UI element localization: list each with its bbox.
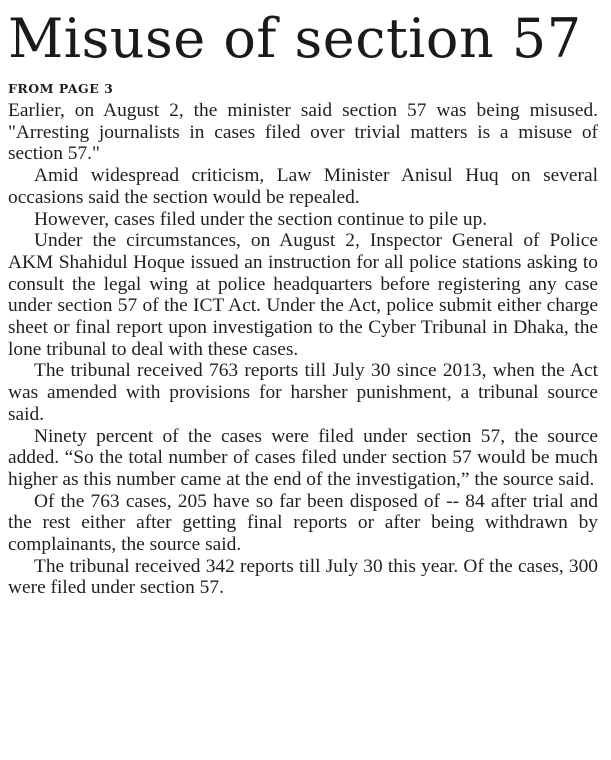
paragraph: Amid widespread criticism, Law Minister Anisul Huq on several occasions said the section would be repealed. [8, 165, 598, 208]
paragraph: Earlier, on August 2, the minister said section 57 was being misused. "Arresting journalists in cases filed over trivial matters is a misuse of section 57." [8, 100, 598, 165]
jump-label: FROM PAGE 3 [8, 81, 114, 96]
article-body [8, 100, 598, 599]
paragraph: The tribunal received 763 reports till July 30 since 2013, when the Act was amended with provisions for harsher punishment, a tribunal source said. [8, 360, 598, 425]
paragraph: Ninety percent of the cases were filed under section 57, the source added. “So the total number of cases filed under section 57 would be much higher as this number came at the end of the investigation,” the source said. [8, 425, 598, 490]
headline: Misuse of section 57 [8, 7, 582, 70]
paragraph: The tribunal received 342 reports till July 30 this year. Of the cases, 300 were filed under section 57. [8, 555, 598, 599]
paragraph: However, cases filed under the section continue to pile up. [34, 208, 488, 230]
paragraph: Under the circumstances, on August 2, Inspector General of Police AKM Shahidul Hoque issued an instruction for all police stations asking to consult the legal wing at police headquarters before registering any case under section 57 of the ICT Act. Under the Act, police submit either charge sheet or final report upon investigation to the Cyber Tribunal in Dhaka, the lone tribunal to deal with these cases. [8, 230, 598, 360]
paragraph: Of the 763 cases, 205 have so far been disposed of -- 84 after trial and the rest either after getting final reports or after being withdrawn by complainants, the source said. [8, 490, 598, 556]
